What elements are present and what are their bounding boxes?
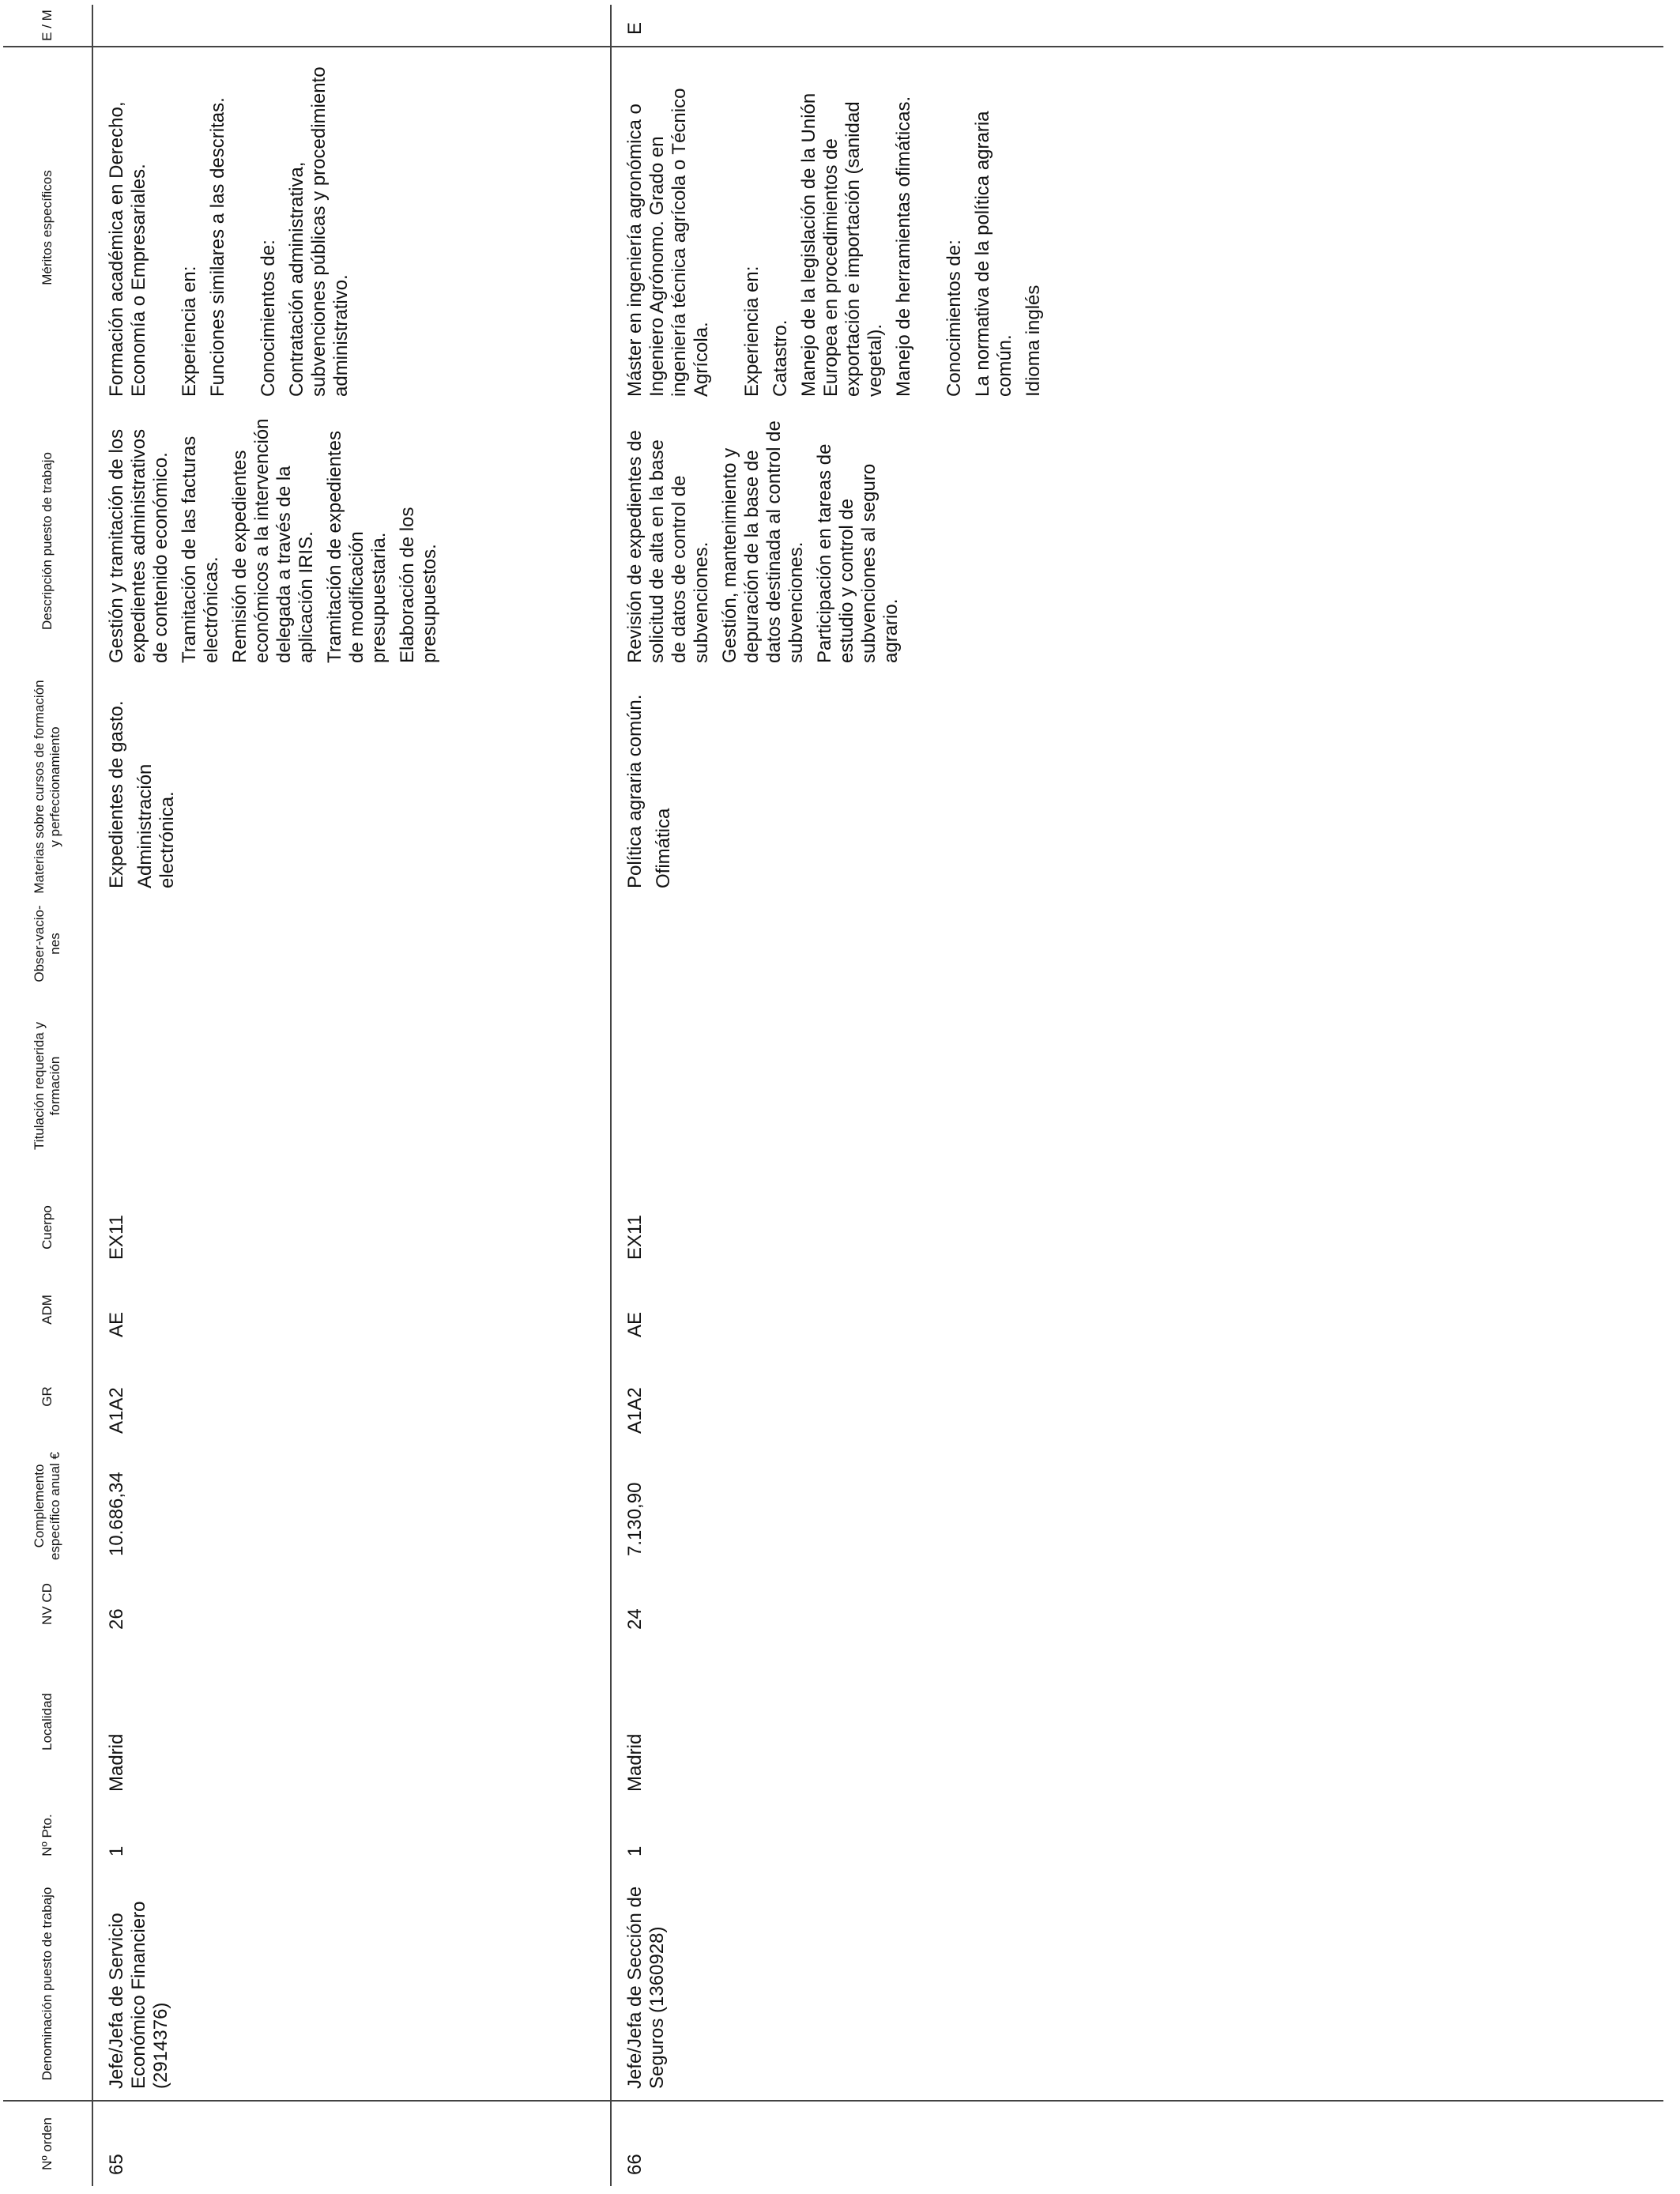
meritos-item: Formación académica en Derecho, Economía o Empresariales. bbox=[106, 101, 149, 397]
cell-titulacion bbox=[611, 988, 1663, 1184]
materias-item: Política agraria común. bbox=[624, 694, 646, 888]
header-titulacion: Titulación requerida y formación bbox=[3, 988, 92, 1184]
cell-materias bbox=[92, 674, 611, 899]
meritos-item: Máster en ingeniería agronómica o Ingeniero Agrónomo. Grado en ingeniería técnica agrícola o Técnico Agrícola. bbox=[624, 88, 712, 397]
meritos-item: Experiencia en: bbox=[741, 266, 763, 397]
cell-adm: AE bbox=[624, 1311, 646, 1337]
cell-complemento: 7.130,90 bbox=[624, 1482, 646, 1556]
header-materias: Materias sobre cursos de formación y perfeccionamiento bbox=[3, 674, 92, 899]
cell-meritos bbox=[611, 47, 1663, 408]
meritos-item: Idioma inglés bbox=[1023, 285, 1044, 397]
header-localidad: Localidad bbox=[3, 1641, 92, 1803]
table-row bbox=[92, 5, 611, 2186]
cell-denominacion: Jefe/Jefa de Sección de Seguros (1360928) bbox=[624, 1886, 668, 2089]
meritos-item: Manejo de la legislación de la Unión Europea en procedimientos de exportación e importación (sanidad vegetal). bbox=[798, 92, 886, 397]
cell-localidad: Madrid bbox=[92, 1641, 611, 1803]
cell-observaciones bbox=[611, 899, 1663, 988]
cell-orden: 65 bbox=[92, 2101, 611, 2186]
header-denominacion: Denominación puesto de trabajo bbox=[3, 1868, 92, 2101]
header-cuerpo: Cuerpo bbox=[3, 1184, 92, 1271]
meritos-item: Funciones similares a las descritas. bbox=[207, 97, 228, 397]
header-descripcion: Descripción puesto de trabajo bbox=[3, 408, 92, 674]
header-complemento: Complemento específico anual € bbox=[3, 1445, 92, 1567]
cell-denominacion: Jefe/Jefa de Servicio Económico Financiero (2914376) bbox=[92, 1868, 611, 2101]
cell-gr: A1A2 bbox=[92, 1348, 611, 1445]
header-meritos: Méritos específicos bbox=[3, 47, 92, 408]
descripcion-item: Elaboración de los presupuestos. bbox=[397, 507, 440, 663]
cell-gr: A1A2 bbox=[624, 1387, 646, 1434]
cell-npto: 1 bbox=[624, 1845, 646, 1857]
descripcion-item: Gestión, mantenimiento y depuración de la base de datos destinada al control de subvenciones. bbox=[719, 420, 807, 663]
header-observaciones: Obser-vacio-nes bbox=[3, 899, 92, 988]
cell-em bbox=[92, 5, 611, 47]
header-em: E / M bbox=[3, 5, 92, 47]
materias-item: Administración electrónica. bbox=[134, 763, 178, 888]
cell-localidad: Madrid bbox=[624, 1733, 646, 1792]
meritos-item: La normativa de la política agraria común. bbox=[972, 111, 1015, 397]
cell-em: E bbox=[624, 21, 646, 35]
cell-npto: 1 bbox=[92, 1803, 611, 1868]
table-row bbox=[611, 5, 1663, 2186]
descripcion-item: Tramitación de expedientes de modificación presupuestaria. bbox=[324, 431, 390, 663]
materias-item: Expedientes de gasto. bbox=[106, 700, 127, 888]
descripcion-item: Revisión de expedientes de solicitud de alta en la base de datos de control de subvenciones. bbox=[624, 430, 712, 663]
cell-observaciones bbox=[92, 899, 611, 988]
meritos-item: Contratación administrativa, subvenciones públicas y procedimiento administrativo. bbox=[286, 66, 352, 397]
cell-nvcd: 24 bbox=[624, 1608, 646, 1630]
cell-adm: AE bbox=[92, 1271, 611, 1348]
header-gr: GR bbox=[3, 1348, 92, 1445]
cell-materias bbox=[611, 674, 1663, 899]
descripcion-item: Participación en tareas de estudio y control de subvenciones al seguro agrario. bbox=[814, 443, 902, 663]
cell-descripcion bbox=[611, 408, 1663, 674]
cell-nvcd: 26 bbox=[92, 1567, 611, 1641]
cell-complemento: 10.686,34 bbox=[92, 1445, 611, 1567]
meritos-item: Experiencia en: bbox=[179, 266, 200, 397]
job-positions-table bbox=[3, 5, 1663, 2186]
cell-descripcion bbox=[92, 408, 611, 674]
cell-orden: 66 bbox=[611, 2101, 1663, 2186]
meritos-item: Conocimientos de: bbox=[944, 239, 965, 397]
header-row bbox=[3, 5, 92, 2186]
header-adm: ADM bbox=[3, 1271, 92, 1348]
descripcion-item: Tramitación de las facturas electrónicas. bbox=[179, 435, 222, 663]
header-orden: Nº orden bbox=[3, 2101, 92, 2186]
cell-cuerpo: EX11 bbox=[624, 1215, 646, 1260]
cell-cuerpo: EX11 bbox=[92, 1184, 611, 1271]
descripcion-item: Remisión de expedientes económicos a la intervención delegada a través de la aplicación IRIS. bbox=[229, 418, 317, 663]
descripcion-item: Gestión y tramitación de los expedientes administrativos de contenido económico. bbox=[106, 428, 171, 663]
cell-titulacion bbox=[92, 988, 611, 1184]
meritos-item: Catastro. bbox=[770, 319, 791, 397]
meritos-item: Manejo de herramientas ofimáticas. bbox=[893, 96, 914, 397]
materias-item: Ofimática bbox=[653, 808, 674, 888]
header-nvcd: NV CD bbox=[3, 1567, 92, 1641]
header-npto: Nº Pto. bbox=[3, 1803, 92, 1868]
meritos-item: Conocimientos de: bbox=[258, 239, 279, 397]
cell-meritos bbox=[92, 47, 611, 408]
